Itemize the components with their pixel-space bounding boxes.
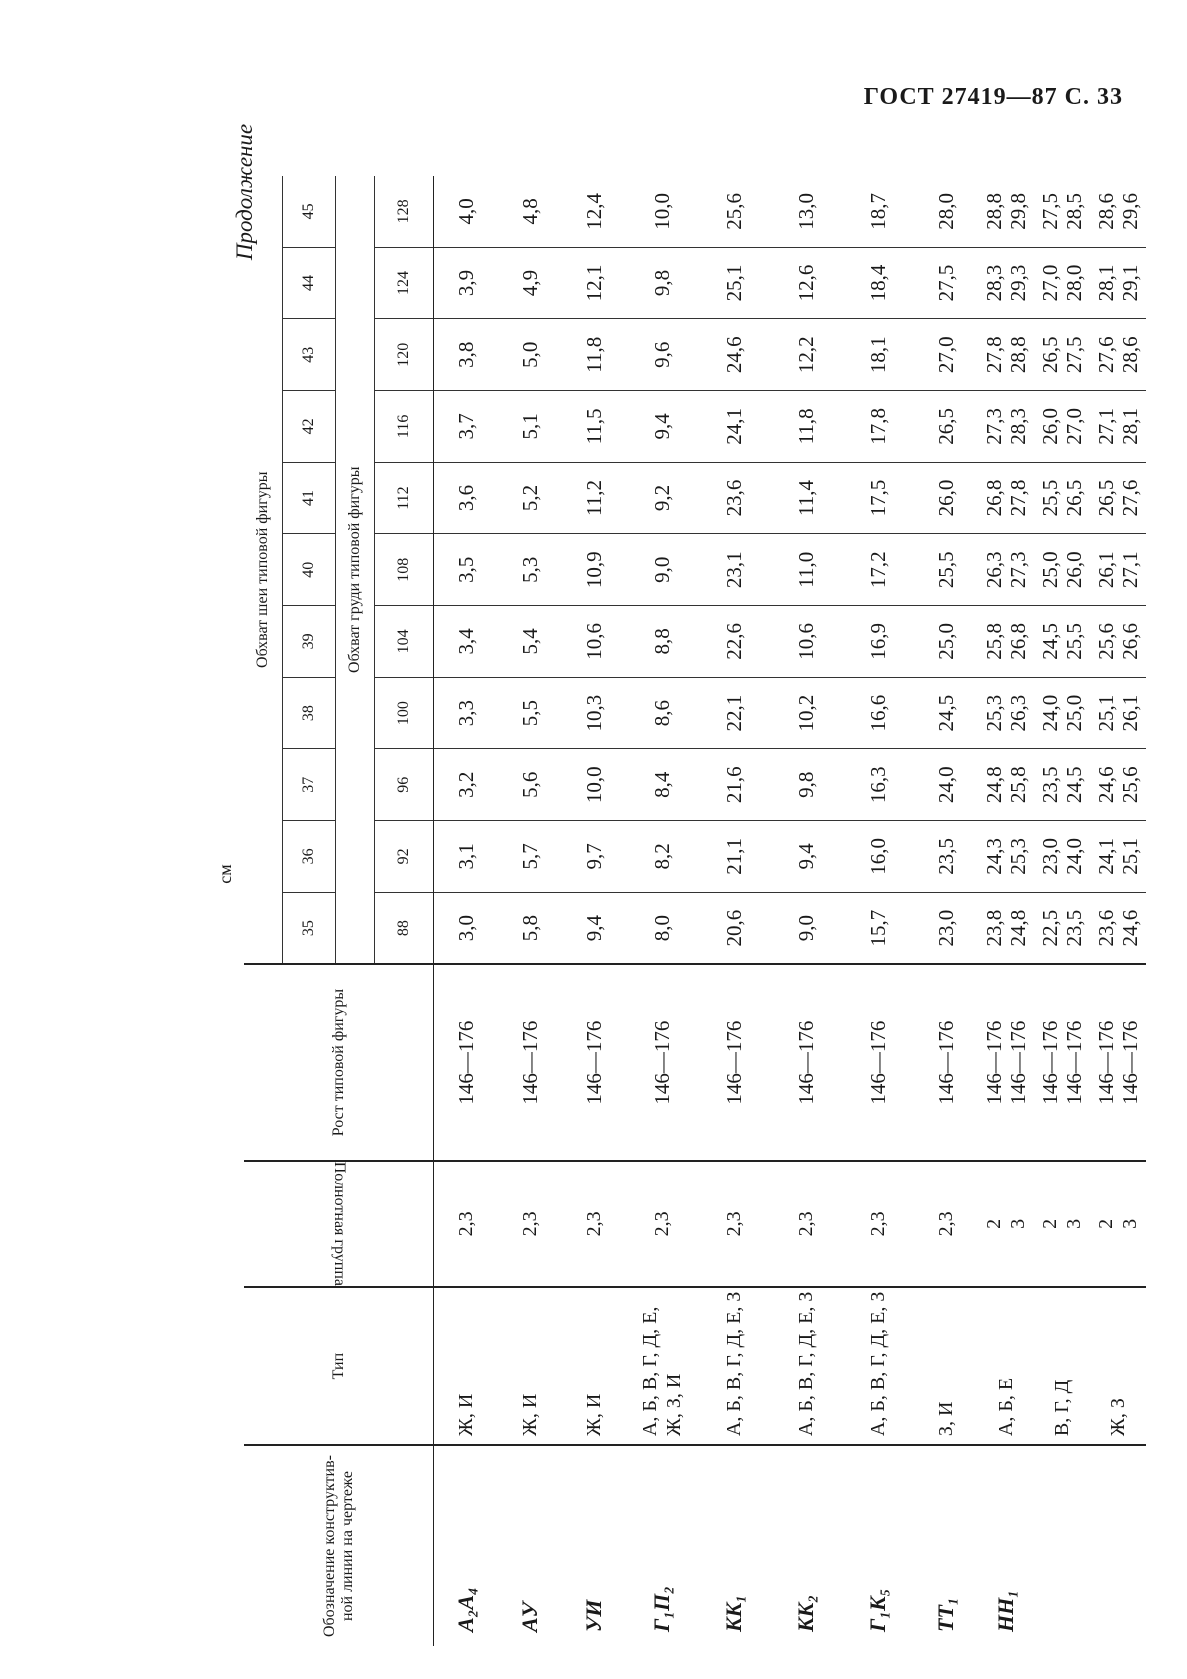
line-code: KK₂ — [770, 1445, 842, 1646]
value-cell: 24,0 25,0 — [1034, 677, 1090, 749]
table-row — [770, 176, 842, 1646]
value-cell: 26,1 27,1 — [1090, 534, 1146, 606]
unit-label: см — [215, 864, 235, 884]
value-cell: 23,0 — [933, 909, 958, 947]
chest-size-116: 116 — [375, 391, 434, 463]
value-cell: 22,1 — [698, 677, 770, 749]
value-cell: 5,5 — [498, 677, 562, 749]
value-cell: 21,1 — [698, 821, 770, 893]
fullness-group: 2,3 — [562, 1161, 626, 1287]
column-header-group — [244, 1161, 434, 1287]
value-cell: 18,4 — [842, 247, 914, 319]
value-cell: 27,3 28,3 — [978, 391, 1034, 463]
neck-size-44: 44 — [283, 247, 336, 319]
table-row — [498, 176, 562, 1646]
value-cell: 9,0 — [626, 534, 698, 606]
figure-height: 146—176 146—176 — [1090, 964, 1146, 1160]
value-cell: 8,6 — [626, 677, 698, 749]
value-cell: 11,4 — [770, 462, 842, 534]
value-cell: 25,5 — [914, 534, 978, 606]
value-cell: 13,0 — [770, 176, 842, 247]
value-cell: 15,7 — [865, 909, 890, 947]
neck-size-41: 41 — [283, 462, 336, 534]
group-header-text: Полнотная группа — [330, 1161, 348, 1287]
value-cell: 10,2 — [770, 677, 842, 749]
value-cell: 28,8 29,8 — [978, 176, 1034, 247]
value-cell: 5,6 — [498, 749, 562, 821]
value-cell: 28,1 29,1 — [1090, 247, 1146, 319]
chest-size-124: 124 — [375, 247, 434, 319]
chest-size-120: 120 — [375, 319, 434, 391]
value-cell: 25,6 — [698, 176, 770, 247]
value-cell: 3,8 — [434, 319, 498, 391]
line-code: A₂A₄ — [434, 1445, 498, 1646]
value-cell: 24,6 — [698, 319, 770, 391]
value-cell: 12,6 — [770, 247, 842, 319]
value-cell: 24,0 — [914, 749, 978, 821]
value-cell: 24,1 — [698, 391, 770, 463]
line-code: KK₁ — [698, 1445, 770, 1646]
value-cell: 9,7 — [562, 821, 626, 893]
value-cell: 9,8 — [626, 247, 698, 319]
figure-type: Ж, И — [562, 1287, 626, 1445]
fullness-group: 2 3 — [1090, 1161, 1146, 1287]
chest-size-100: 100 — [375, 677, 434, 749]
figure-type: А, Б, В, Г, Д, Е, З — [770, 1287, 842, 1445]
value-cell: 18,7 — [842, 176, 914, 247]
value-cell: 25,0 — [914, 606, 978, 678]
value-cell: 23,1 — [698, 534, 770, 606]
figure-type: Ж, И — [434, 1287, 498, 1445]
value-cell: 3,3 — [434, 677, 498, 749]
figure-type: З, И — [914, 1287, 978, 1445]
value-cell: 11,8 — [562, 319, 626, 391]
value-cell: 23,6 — [698, 462, 770, 534]
figure-height: 146—176 — [698, 964, 770, 1160]
neck-size-43: 43 — [283, 319, 336, 391]
value-cell: 8,4 — [626, 749, 698, 821]
value-cell: 5,4 — [498, 606, 562, 678]
value-cell: 28,3 29,3 — [978, 247, 1034, 319]
value-cell: 26,5 — [914, 391, 978, 463]
chest-size-92: 92 — [375, 821, 434, 893]
figure-height: 146—176 — [626, 964, 698, 1160]
table-row — [842, 176, 914, 1646]
line-code: Г₁П₂ — [626, 1445, 698, 1646]
neck-size-37: 37 — [283, 749, 336, 821]
line-code — [1090, 1445, 1146, 1646]
figure-height: 146—176 146—176 — [1034, 964, 1090, 1160]
value-cell: 11,8 — [770, 391, 842, 463]
value-cell: 4,9 — [498, 247, 562, 319]
value-cell: 5,1 — [498, 391, 562, 463]
value-cell: 3,6 — [434, 462, 498, 534]
value-cell: 23,8 24,8 — [981, 909, 1030, 947]
value-cell: 9,2 — [626, 462, 698, 534]
figure-type: А, Б, В, Г, Д, Е, З — [842, 1287, 914, 1445]
value-cell: 25,5 26,5 — [1034, 462, 1090, 534]
value-cell: 4,0 — [434, 176, 498, 247]
value-cell: 10,0 — [562, 749, 626, 821]
value-cell: 27,0 28,0 — [1034, 247, 1090, 319]
chest-size-128: 128 — [375, 176, 434, 247]
value-cell: 5,2 — [498, 462, 562, 534]
table-row — [978, 176, 1034, 1646]
figure-type: А, Б, В, Г, Д, Е, Ж, З, И — [626, 1287, 698, 1445]
value-cell: 16,9 — [842, 606, 914, 678]
neck-size-38: 38 — [283, 677, 336, 749]
value-cell: 24,8 25,8 — [978, 749, 1034, 821]
measurement-table — [244, 176, 1146, 1646]
value-cell: 26,0 — [914, 462, 978, 534]
value-cell: 25,0 26,0 — [1034, 534, 1090, 606]
value-cell: 17,5 — [842, 462, 914, 534]
table-row — [1090, 176, 1146, 1646]
value-cell: 22,5 23,5 — [1037, 909, 1086, 947]
fullness-group: 2,3 — [626, 1161, 698, 1287]
value-cell: 24,3 25,3 — [978, 821, 1034, 893]
line-code: TT₁ — [914, 1445, 978, 1646]
value-cell: 10,0 — [626, 176, 698, 247]
chest-size-88: 88 — [375, 892, 434, 964]
line-code: Г₁K₅ — [842, 1445, 914, 1646]
value-cell: 5,8 — [517, 914, 542, 942]
value-cell: 8,2 — [626, 821, 698, 893]
value-cell: 27,5 28,5 — [1034, 176, 1090, 247]
chest-size-96: 96 — [375, 749, 434, 821]
value-cell: 10,3 — [562, 677, 626, 749]
value-cell: 17,8 — [842, 391, 914, 463]
figure-height: 146—176 — [498, 964, 562, 1160]
value-cell: 3,9 — [434, 247, 498, 319]
neck-size-40: 40 — [283, 534, 336, 606]
figure-height: 146—176 — [562, 964, 626, 1160]
value-cell: 11,0 — [770, 534, 842, 606]
value-cell: 26,3 27,3 — [978, 534, 1034, 606]
value-cell: 23,5 — [914, 821, 978, 893]
figure-type: Ж, И — [498, 1287, 562, 1445]
line-code: HH₁ — [978, 1445, 1034, 1646]
value-cell: 26,5 27,6 — [1090, 462, 1146, 534]
value-cell: 25,6 26,6 — [1090, 606, 1146, 678]
column-header-height: Рост типовой фигуры — [244, 964, 434, 1160]
value-cell: 24,1 25,1 — [1090, 821, 1146, 893]
column-header-code: Обозначение конструктив-ной линии на чертеже — [244, 1445, 434, 1646]
value-cell: 8,0 — [649, 914, 674, 942]
chest-size-112: 112 — [375, 462, 434, 534]
neck-size-42: 42 — [283, 391, 336, 463]
value-cell: 28,6 29,6 — [1090, 176, 1146, 247]
fullness-group: 2,3 — [498, 1161, 562, 1287]
figure-height: 146—176 — [770, 964, 842, 1160]
value-cell: 3,1 — [434, 821, 498, 893]
value-cell: 3,5 — [434, 534, 498, 606]
value-cell: 28,0 — [914, 176, 978, 247]
value-cell: 26,0 27,0 — [1034, 391, 1090, 463]
value-cell: 18,1 — [842, 319, 914, 391]
value-cell: 3,7 — [434, 391, 498, 463]
value-cell: 5,3 — [498, 534, 562, 606]
figure-type: В, Г, Д — [1034, 1287, 1090, 1445]
value-cell: 25,3 26,3 — [978, 677, 1034, 749]
line-code — [1034, 1445, 1090, 1646]
value-cell: 17,2 — [842, 534, 914, 606]
value-cell: 23,0 24,0 — [1034, 821, 1090, 893]
value-cell: 12,4 — [562, 176, 626, 247]
fullness-group: 2,3 — [434, 1161, 498, 1287]
value-cell: 27,8 28,8 — [978, 319, 1034, 391]
fullness-group: 2 3 — [1034, 1161, 1090, 1287]
fullness-group: 2,3 — [842, 1161, 914, 1287]
figure-height: 146—176 — [434, 964, 498, 1160]
value-cell: 10,9 — [562, 534, 626, 606]
value-cell: 23,5 24,5 — [1034, 749, 1090, 821]
neck-size-45: 45 — [283, 176, 336, 247]
neck-size-35: 35 — [283, 892, 336, 964]
value-cell: 25,8 26,8 — [978, 606, 1034, 678]
value-cell: 8,8 — [626, 606, 698, 678]
value-cell: 16,3 — [842, 749, 914, 821]
value-cell: 27,0 — [914, 319, 978, 391]
figure-type: Ж, З — [1090, 1287, 1146, 1445]
chest-girth-header: Обхват груди типовой фигуры — [336, 176, 375, 964]
value-cell: 24,5 25,5 — [1034, 606, 1090, 678]
figure-type: А, Б, Е — [978, 1287, 1034, 1445]
line-code: УИ — [562, 1445, 626, 1646]
figure-height: 146—176 — [842, 964, 914, 1160]
value-cell: 25,1 26,1 — [1090, 677, 1146, 749]
column-header-type: Тип — [244, 1287, 434, 1445]
neck-size-36: 36 — [283, 821, 336, 893]
value-cell: 9,4 — [626, 391, 698, 463]
value-cell: 16,6 — [842, 677, 914, 749]
neck-girth-header: Обхват шеи типовой фигуры — [244, 176, 283, 964]
value-cell: 27,5 — [914, 247, 978, 319]
value-cell: 9,4 — [581, 914, 606, 942]
value-cell: 12,1 — [562, 247, 626, 319]
value-cell: 5,7 — [498, 821, 562, 893]
value-cell: 26,5 27,5 — [1034, 319, 1090, 391]
value-cell: 21,6 — [698, 749, 770, 821]
value-cell: 10,6 — [562, 606, 626, 678]
value-cell: 20,6 — [721, 909, 746, 947]
table-row — [698, 176, 770, 1646]
value-cell: 26,8 27,8 — [978, 462, 1034, 534]
value-cell: 4,8 — [498, 176, 562, 247]
chest-size-104: 104 — [375, 606, 434, 678]
value-cell: 24,6 25,6 — [1090, 749, 1146, 821]
figure-height: 146—176 146—176 — [978, 964, 1034, 1160]
value-cell: 3,4 — [434, 606, 498, 678]
table-row — [434, 176, 498, 1646]
value-cell: 9,0 — [793, 914, 818, 942]
value-cell: 11,2 — [562, 462, 626, 534]
line-code: AУ — [498, 1445, 562, 1646]
fullness-group: 2,3 — [914, 1161, 978, 1287]
figure-height: 146—176 — [914, 964, 978, 1160]
value-cell: 12,2 — [770, 319, 842, 391]
value-cell: 23,6 24,6 — [1093, 909, 1142, 947]
value-cell: 24,5 — [914, 677, 978, 749]
value-cell: 27,6 28,6 — [1090, 319, 1146, 391]
value-cell: 3,0 — [453, 914, 478, 942]
chest-size-108: 108 — [375, 534, 434, 606]
value-cell: 5,0 — [498, 319, 562, 391]
value-cell: 25,1 — [698, 247, 770, 319]
fullness-group: 2,3 — [770, 1161, 842, 1287]
fullness-group: 2,3 — [698, 1161, 770, 1287]
fullness-group: 2 3 — [978, 1161, 1034, 1287]
page-header: ГОСТ 27419—87 С. 33 — [863, 84, 1123, 110]
continuation-label: Продолжение — [232, 123, 257, 261]
table-row — [914, 176, 978, 1646]
value-cell: 22,6 — [698, 606, 770, 678]
size-table-rotated — [244, 176, 1142, 1646]
value-cell: 11,5 — [562, 391, 626, 463]
table-row — [562, 176, 626, 1646]
neck-size-39: 39 — [283, 606, 336, 678]
table-row — [626, 176, 698, 1646]
value-cell: 9,8 — [770, 749, 842, 821]
figure-type: А, Б, В, Г, Д, Е, З — [698, 1287, 770, 1445]
table-row — [1034, 176, 1090, 1646]
value-cell: 10,6 — [770, 606, 842, 678]
value-cell: 3,2 — [434, 749, 498, 821]
value-cell: 9,6 — [626, 319, 698, 391]
value-cell: 27,1 28,1 — [1090, 391, 1146, 463]
value-cell: 9,4 — [770, 821, 842, 893]
value-cell: 16,0 — [842, 821, 914, 893]
